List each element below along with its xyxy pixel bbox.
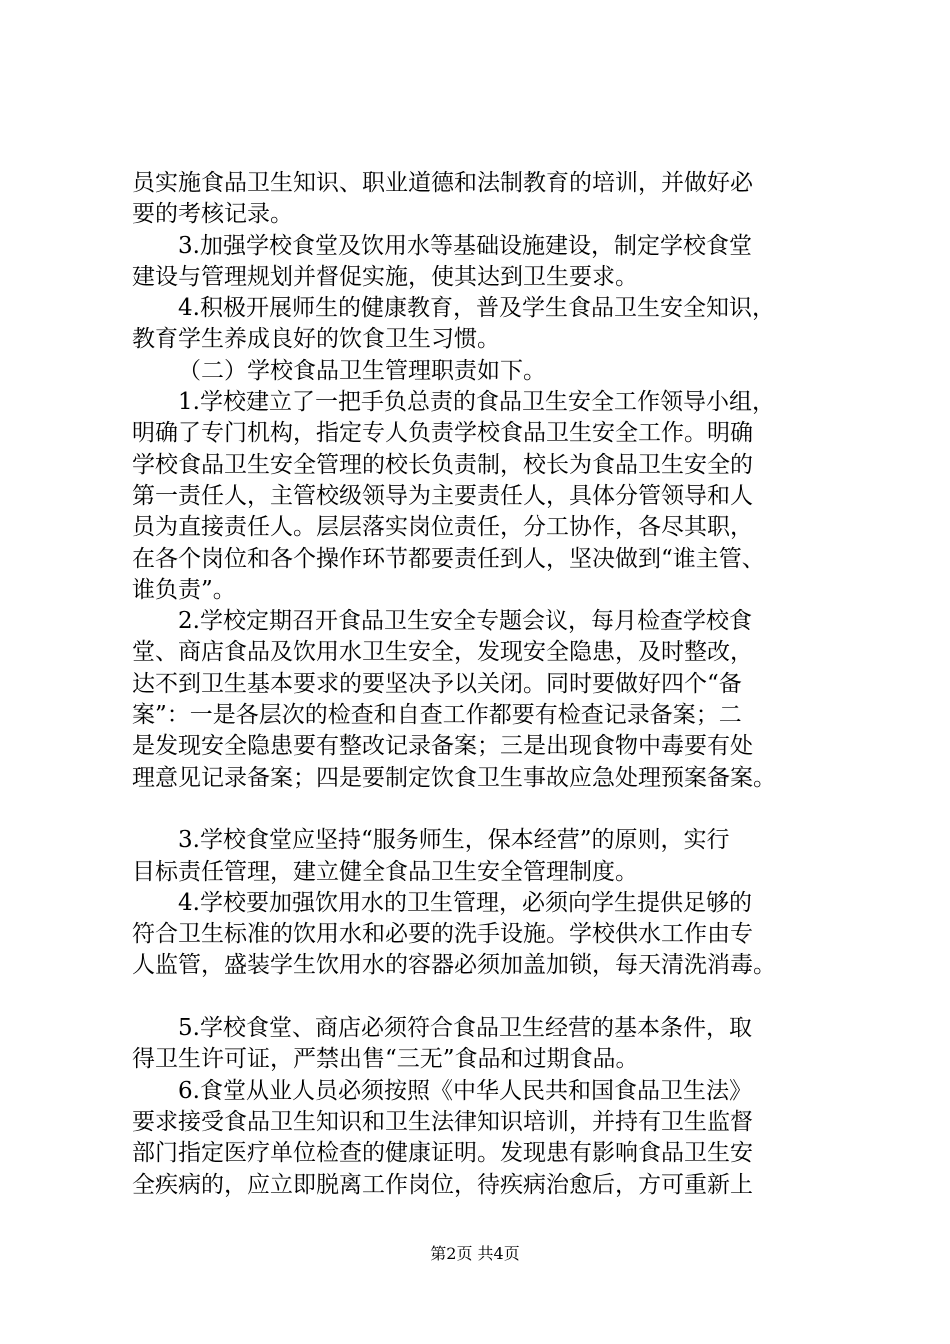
- page-number-footer: 第2页 共4页: [430, 1244, 520, 1263]
- paragraph-gap: [132, 982, 832, 1013]
- text-line: 4.积极开展师生的健康教育，普及学生食品卫生安全知识，: [178, 295, 775, 322]
- document-body: [132, 168, 832, 1201]
- text-line: 部门指定医疗单位检查的健康证明。发现患有影响食品卫生安: [132, 1140, 753, 1167]
- text-line: 2.学校定期召开食品卫生安全专题会议，每月检查学校食: [178, 608, 752, 635]
- text-line: 目标责任管理，建立健全食品卫生安全管理制度。: [132, 858, 638, 885]
- text-line: 达不到卫生基本要求的要坚决予以关闭。同时要做好四个“备: [132, 670, 742, 697]
- text-line: 人监管，盛装学生饮用水的容器必须加盖加锁，每天清洗消毒。: [132, 952, 776, 979]
- text-line: 教育学生养成良好的饮食卫生习惯。: [132, 326, 500, 353]
- text-line: 3.加强学校食堂及饮用水等基础设施建设，制定学校食堂: [178, 232, 752, 259]
- text-line: 全疾病的，应立即脱离工作岗位，待疾病治愈后，方可重新上: [132, 1171, 753, 1198]
- text-line: 员为直接责任人。层层落实岗位责任，分工协作，各尽其职，: [132, 514, 753, 541]
- text-line: 谁负责”。: [132, 576, 236, 603]
- text-line: 6.食堂从业人员必须按照《中华人民共和国食品卫生法》: [178, 1077, 752, 1104]
- text-line: 要的考核记录。: [132, 201, 293, 228]
- text-line: 4.学校要加强饮用水的卫生管理，必须向学生提供足够的: [178, 889, 752, 916]
- text-line: 建设与管理规划并督促实施，使其达到卫生要求。: [132, 263, 638, 290]
- text-line: 第一责任人，主管校级领导为主要责任人，具体分管领导和人: [132, 482, 753, 509]
- text-line: 学校食品卫生安全管理的校长负责制，校长为食品卫生安全的: [132, 451, 753, 478]
- text-line: 案”：一是各层次的检查和自查工作都要有检查记录备案；二: [132, 702, 742, 729]
- text-line: 5.学校食堂、商店必须符合食品卫生经营的基本条件，取: [178, 1015, 752, 1042]
- text-line: 符合卫生标准的饮用水和必要的洗手设施。学校供水工作由专: [132, 921, 753, 948]
- paragraph-gap: [132, 794, 832, 825]
- text-line: 得卫生许可证，严禁出售“三无”食品和过期食品。: [132, 1046, 639, 1073]
- section-heading: （二）学校食品卫生管理职责如下。: [178, 357, 546, 384]
- text-line: 堂、商店食品及饮用水卫生安全，发现安全隐患，及时整改，: [132, 639, 753, 666]
- text-line: 是发现安全隐患要有整改记录备案；三是出现食物中毒要有处: [132, 733, 753, 760]
- text-line: 在各个岗位和各个操作环节都要责任到人，坚决做到“谁主管、: [132, 545, 765, 572]
- text-line: 明确了专门机构，指定专人负责学校食品卫生安全工作。明确: [132, 420, 753, 447]
- text-line: 员实施食品卫生知识、职业道德和法制教育的培训，并做好必: [132, 170, 753, 196]
- text-line: 要求接受食品卫生知识和卫生法律知识培训，并持有卫生监督: [132, 1108, 753, 1135]
- text-line: 1.学校建立了一把手负总责的食品卫生安全工作领导小组，: [178, 389, 775, 416]
- text-line: 理意见记录备案；四是要制定饮食卫生事故应急处理预案备案。: [132, 764, 776, 791]
- text-line: 3.学校食堂应坚持“服务师生，保本经营”的原则，实行: [178, 827, 730, 854]
